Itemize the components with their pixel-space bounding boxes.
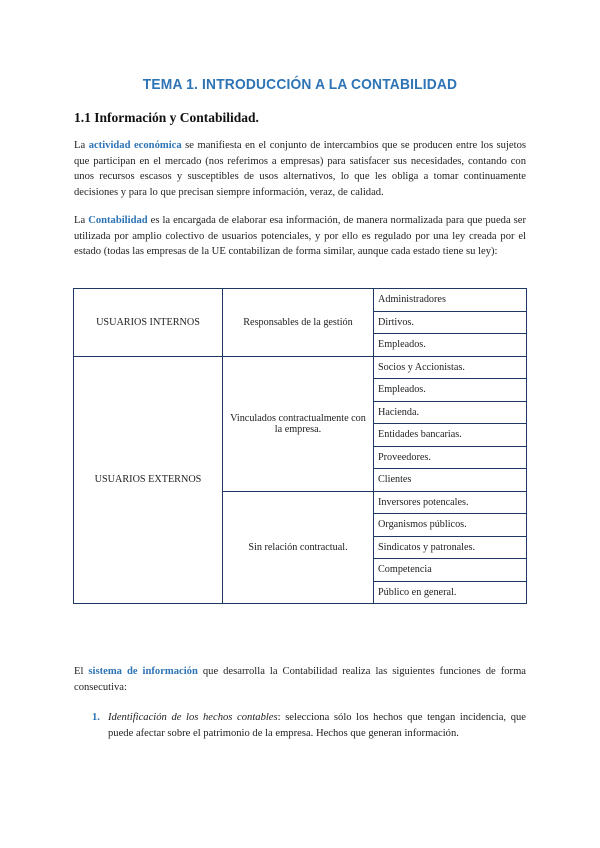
table-cell: Administradores [374,289,527,312]
users-table [73,288,527,604]
subgroup-contractual: Vinculados contractualmente con la empresa. [223,356,374,491]
highlight-term: Contabilidad [88,215,148,226]
list-item [108,710,526,741]
paragraph-actividad [74,138,526,200]
list-item-text: : selecciona sólo los hechos que tengan incidencia, que puede afectar sobre el patrimonio de la empresa. Hechos que generan información. [108,712,526,739]
subgroup-internal: Responsables de la gestión [223,289,374,357]
table-cell: Hacienda. [374,401,527,424]
table-cell: Dirtivos. [374,311,527,334]
paragraph-contabilidad [74,213,526,260]
table-cell: Clientes [374,469,527,492]
table-cell: Organismos públicos. [374,514,527,537]
paragraph-sistema [74,664,526,695]
table-cell: Público en general. [374,581,527,604]
table-cell: Empleados. [374,334,527,357]
paragraph-text: es la encargada de elaborar esa información, de manera normalizada para que pueda ser utilizada por amplio colectivo de usuarios potenciales, y por ello es regulado por una ley creada por el estado (todas las empresas de la UE contabilizan de forma similar, aunque cada estado tiene su ley): [74,215,526,257]
paragraph-text: que desarrolla la Contabilidad realiza las siguientes funciones de forma consecutiva: [74,666,527,693]
group-external: USUARIOS EXTERNOS [74,356,223,604]
list-number: 1. [92,712,100,723]
paragraph-lead: La [74,140,86,151]
section-heading: 1.1 Información y Contabilidad. [74,110,259,125]
table-cell: Inversores potencales. [374,491,527,514]
table-cell: Empleados. [374,379,527,402]
paragraph-text: se manifiesta en el conjunto de intercambios que se producen entre los sujetos que participan en el mercado (nos referimos a empresas) para satisfacer sus necesidades, contando con unos recursos escasos y susceptibles de usos alternativos, lo que les obliga a tomar continuamente decisiones y para lo que precisan siempre información, veraz, de calidad. [74,140,526,198]
table-row [74,289,527,312]
table-cell: Sindicatos y patronales. [374,536,527,559]
list-item-term: Identificación de los hechos contables [108,712,278,723]
highlight-term: sistema de información [88,666,198,677]
table-cell: Entidades bancarias. [374,424,527,447]
table-row [74,356,527,379]
subgroup-non-contractual: Sin relación contractual. [223,491,374,604]
paragraph-lead: La [74,215,86,226]
numbered-list [92,710,526,741]
page-title: TEMA 1. INTRODUCCIÓN A LA CONTABILIDAD [142,76,458,93]
table-cell: Proveedores. [374,446,527,469]
table-cell: Competencia [374,559,527,582]
group-internal: USUARIOS INTERNOS [74,289,223,357]
paragraph-lead: El [74,666,84,677]
table-cell: Socios y Accionistas. [374,356,527,379]
highlight-term: actividad económica [88,140,182,151]
